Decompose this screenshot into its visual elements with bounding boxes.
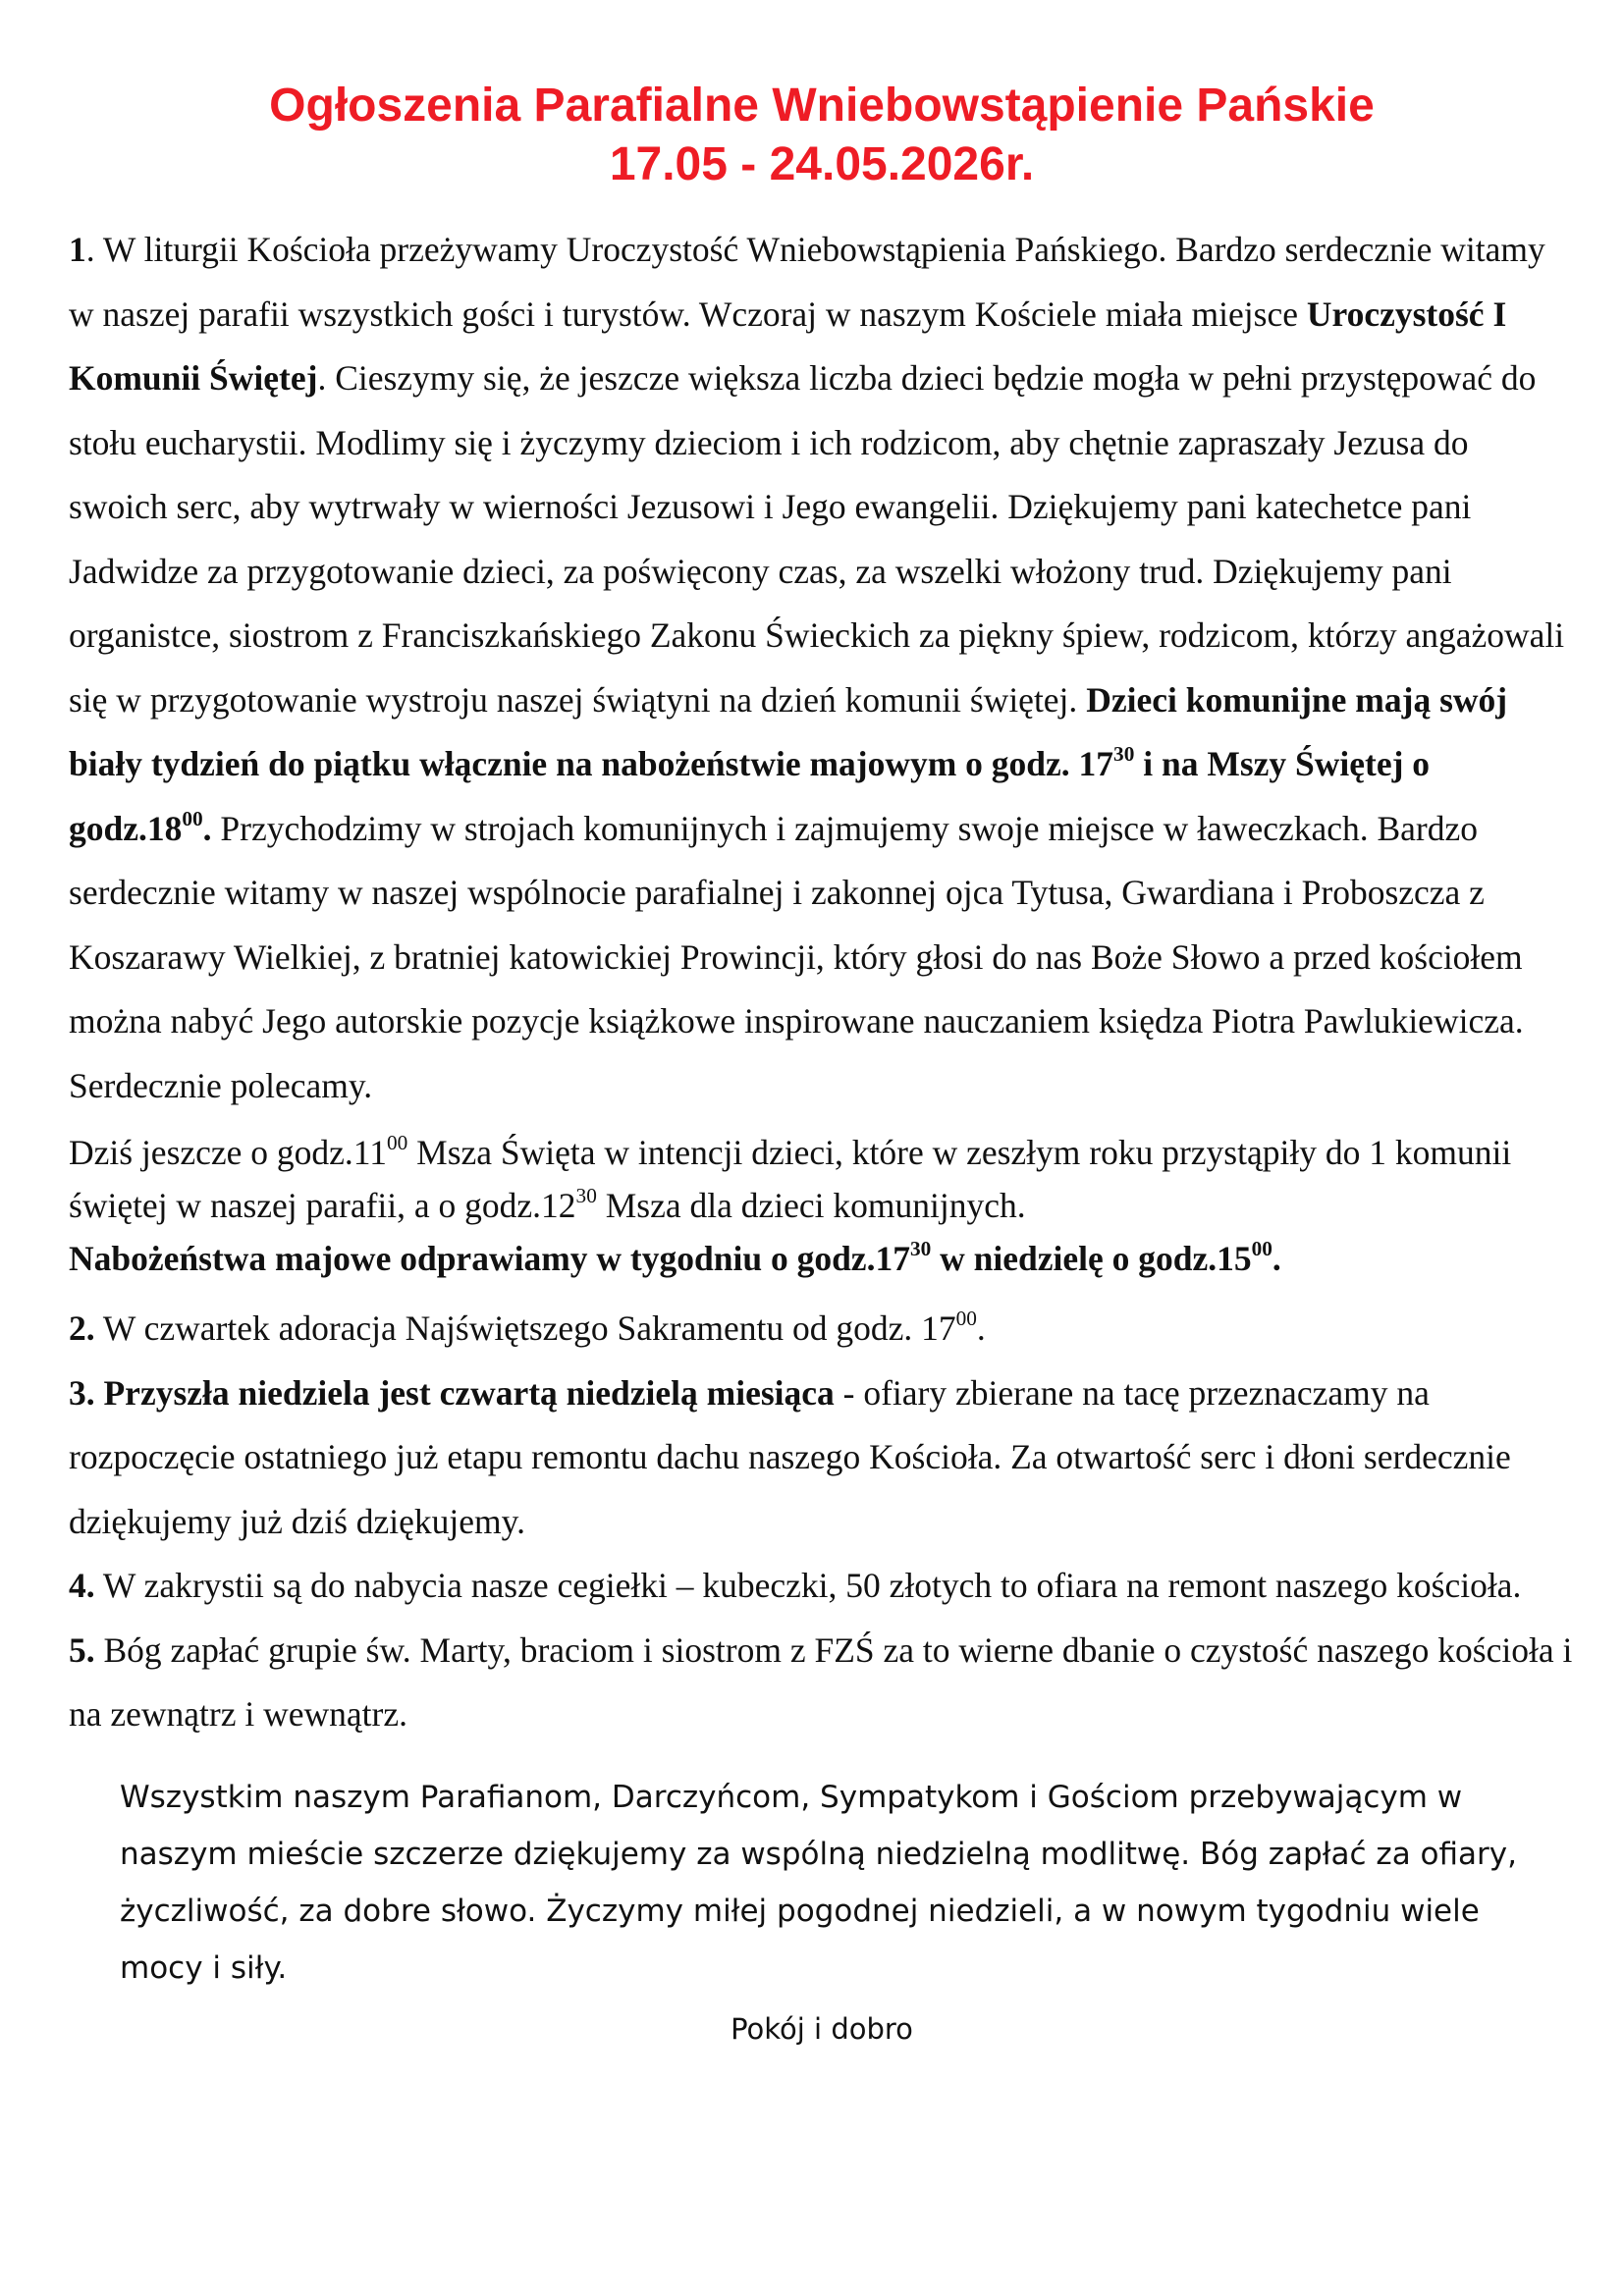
item-1-number: 1 [69, 230, 86, 269]
announcement-item-2: 2. W czwartek adoracja Najświętszego Sakramentu od godz. $17^{00}$. [69, 1307, 986, 1348]
item-1-text-b: . Cieszymy się, że jeszcze większa liczba dzieci będzie mogła w pełni przystępować do stołu eucharystii. Modlimy się i życzymy dzieciom i ich rodzicom, aby chętnie zapraszały Jezusa do swoich serc, aby wytrwały w wierności Jezusowi i Jego ewangelii. Dziękujemy pani katechetce pani Jadwidze za przygotowanie dzieci, za poświęcony czas, za wszelki włożony trud. Dziękujemy pani organistce, siostrom z Franciszkańskiego Zakonu Świeckich za piękny śpiew, rodzicom, którzy angażowali się w przygotowanie wystroju naszej świątyni na dzień komunii świętej. [69, 358, 1565, 720]
announcement-title [69, 77, 1575, 194]
closing-message: Wszystkim naszym Parafianom, Darczyńcom, Sympatykom i Gościom przebywającym w naszym mieście szczerze dziękujemy za wspólną niedzielną modlitwę. Bóg zapłać za ofiary, życzliwość, za dobre słowo. Życzymy miłej pogodnej niedzieli, a w nowym tygodniu wiele mocy i siły. [120, 1779, 1517, 1986]
announcements-body [69, 218, 1575, 1747]
today-masses: Dziś jeszcze o $godz.11^{00}$ Msza Święta w intencji dzieci, które w zeszłym roku przystąpiły do 1 komunii świętej w naszej parafii, a o $godz.12^{30}$ Msza dla dzieci komunijnych. [69, 1131, 1512, 1225]
item-1-bold-white-week: Dzieci komunijne mają swój biały tydzień do piątku włącznie na nabożeństwie majowym o godz. $17^{30}$ i na Mszy Świętej o $godz.18^{00}$. [69, 679, 1508, 848]
title-line-2: 17.05 - 24.05.2026r. [609, 138, 1035, 190]
announcement-item-5: 5. Bóg zapłać grupie św. Marty, braciom i siostrom z FZŚ za to wierne dbanie o czystość naszego kościoła i na zewnątrz i wewnątrz. [69, 1629, 1573, 1734]
item-1-bold-communion: Uroczystość I Komunii Świętej [69, 294, 1507, 398]
item-1-text-a: . W liturgii Kościoła przeżywamy Uroczystość Wniebowstąpienia Pańskiego. Bardzo serdecznie witamy w naszej parafii wszystkich gości i turystów. Wczoraj w naszym Kościele miała miejsce [69, 230, 1545, 334]
announcement-item-3: 3. Przyszła niedziela jest czwartą niedzielą miesiąca - ofiary zbierane na tacę przeznaczamy na rozpoczęcie ostatniego już etapu remontu dachu naszego Kościoła. Za otwartość serc i dłoni serdecznie dziękujemy już dziś dziękujemy. [69, 1372, 1511, 1541]
announcement-item-4: 4. W zakrystii są do nabycia nasze cegiełki – kubeczki, 50 złotych to ofiara na remont naszego kościoła. [69, 1566, 1522, 1605]
announcement-item-1 [69, 218, 1575, 1118]
signoff: Pokój i dobro [731, 2011, 913, 2046]
title-line-1: Ogłoszenia Parafialne Wniebowstąpienie Pańskie [269, 80, 1375, 132]
may-devotions: Nabożeństwa majowe odprawiamy w tygodniu o $godz.17^{30}$ w niedzielę o $godz.15^{00}$. [69, 1237, 1281, 1278]
item-1-text-c: Przychodzimy w strojach komunijnych i zajmujemy swoje miejsce w ławeczkach. Bardzo serdecznie witamy w naszej wspólnocie parafialnej i zakonnej ojca Tytusa, Gwardiana i Proboszcza z Koszarawy Wielkiej, z bratniej katowickiej Prowincji, który głosi do nas Boże Słowo a przed kościołem można nabyć Jego autorskie pozycje książkowe inspirowane nauczaniem księdza Piotra Pawlukiewicza. Serdecznie polecamy. [69, 808, 1524, 1105]
announcement-list [69, 1297, 1575, 1747]
